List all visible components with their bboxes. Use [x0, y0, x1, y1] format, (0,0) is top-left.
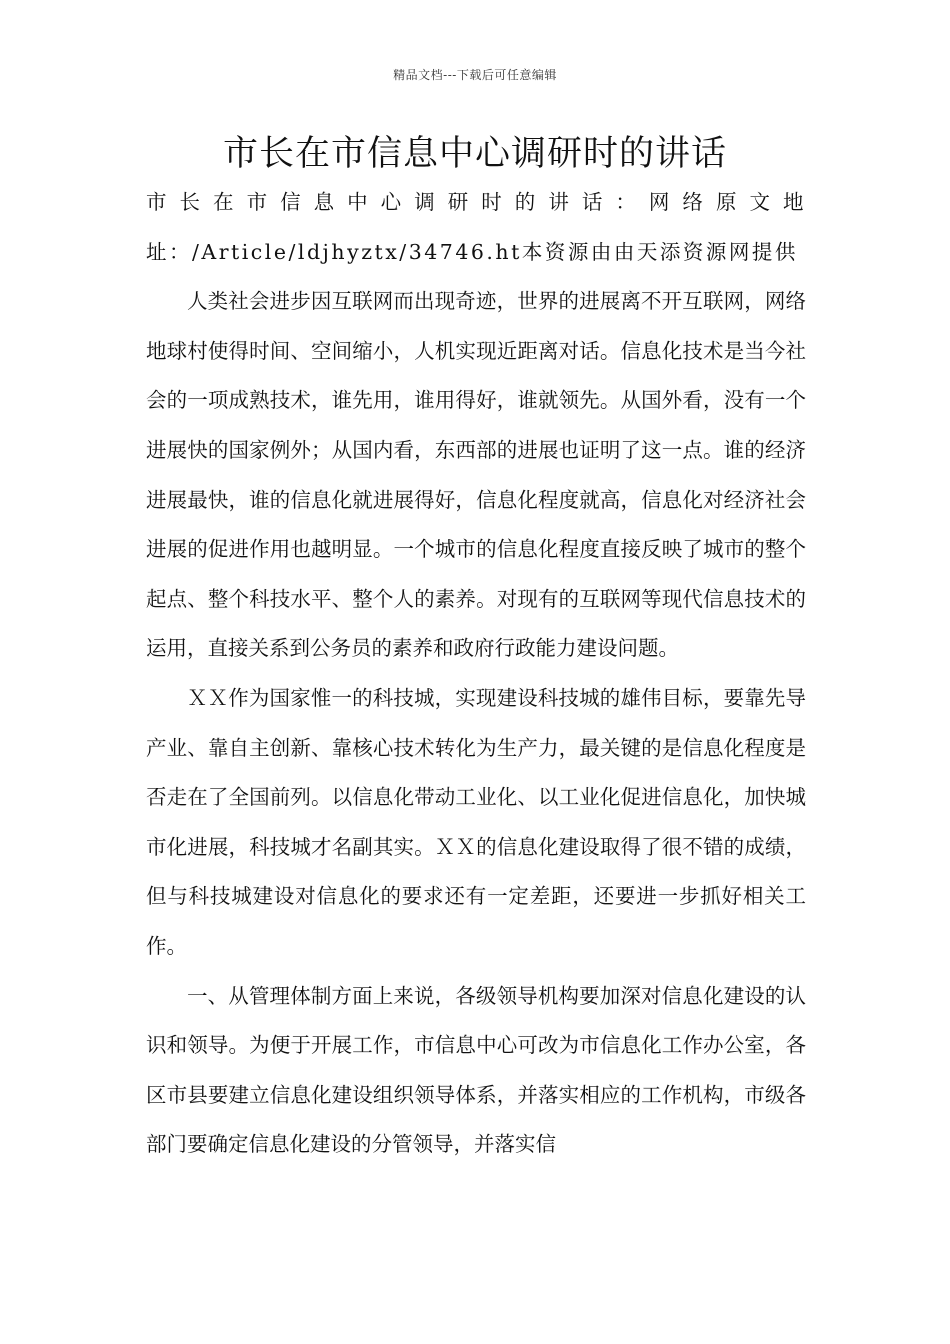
- paragraph-3: 一、从管理体制方面上来说，各级领导机构要加深对信息化建设的认识和领导。为便于开展工作，市信息中心可改为市信息化工作办公室，各区市县要建立信息化建设组织领导体系，并落实相应的工作机构，市级各部门要确定信息化建设的分管领导，并落实信: [146, 983, 806, 1157]
- document-title: 市长在市信息中心调研时的讲话: [222, 134, 727, 174]
- document-body: [146, 178, 806, 1170]
- page-header: 精品文档---下载后可任意编辑: [393, 68, 557, 82]
- paragraph-1: 人类社会进步因互联网而出现奇迹，世界的进展离不开互联网，网络地球村使得时间、空间缩小，人机实现近距离对话。信息化技术是当今社会的一项成熟技术，谁先用，谁用得好，谁就领先。从国外看，没有一个进展快的国家例外；从国内看，东西部的进展也证明了这一点。谁的经济进展最快，谁的信息化就进展得好，信息化程度就高，信息化对经济社会进展的促进作用也越明显。一个城市的信息化程度直接反映了城市的整个起点、整个科技水平、整个人的素养。对现有的互联网等现代信息技术的运用，直接关系到公务员的素养和政府行政能力建设问题。: [146, 289, 806, 661]
- paragraph-2: ＸＸ作为国家惟一的科技城，实现建设科技城的雄伟目标，要靠先导产业、靠自主创新、靠核心技术转化为生产力，最关键的是信息化程度是否走在了全国前列。以信息化带动工业化、以工业化促进信息化，加快城市化进展，科技城才名副其实。ＸＸ的信息化建设取得了很不错的成绩，但与科技城建设对信息化的要求还有一定差距，还要进一步抓好相关工作。: [146, 685, 806, 958]
- source-line: 市长在市信息中心调研时的讲话：网络原文地址：/Article/ldjhyztx/34746.ht本资源由由天添资源网提供: [146, 190, 806, 264]
